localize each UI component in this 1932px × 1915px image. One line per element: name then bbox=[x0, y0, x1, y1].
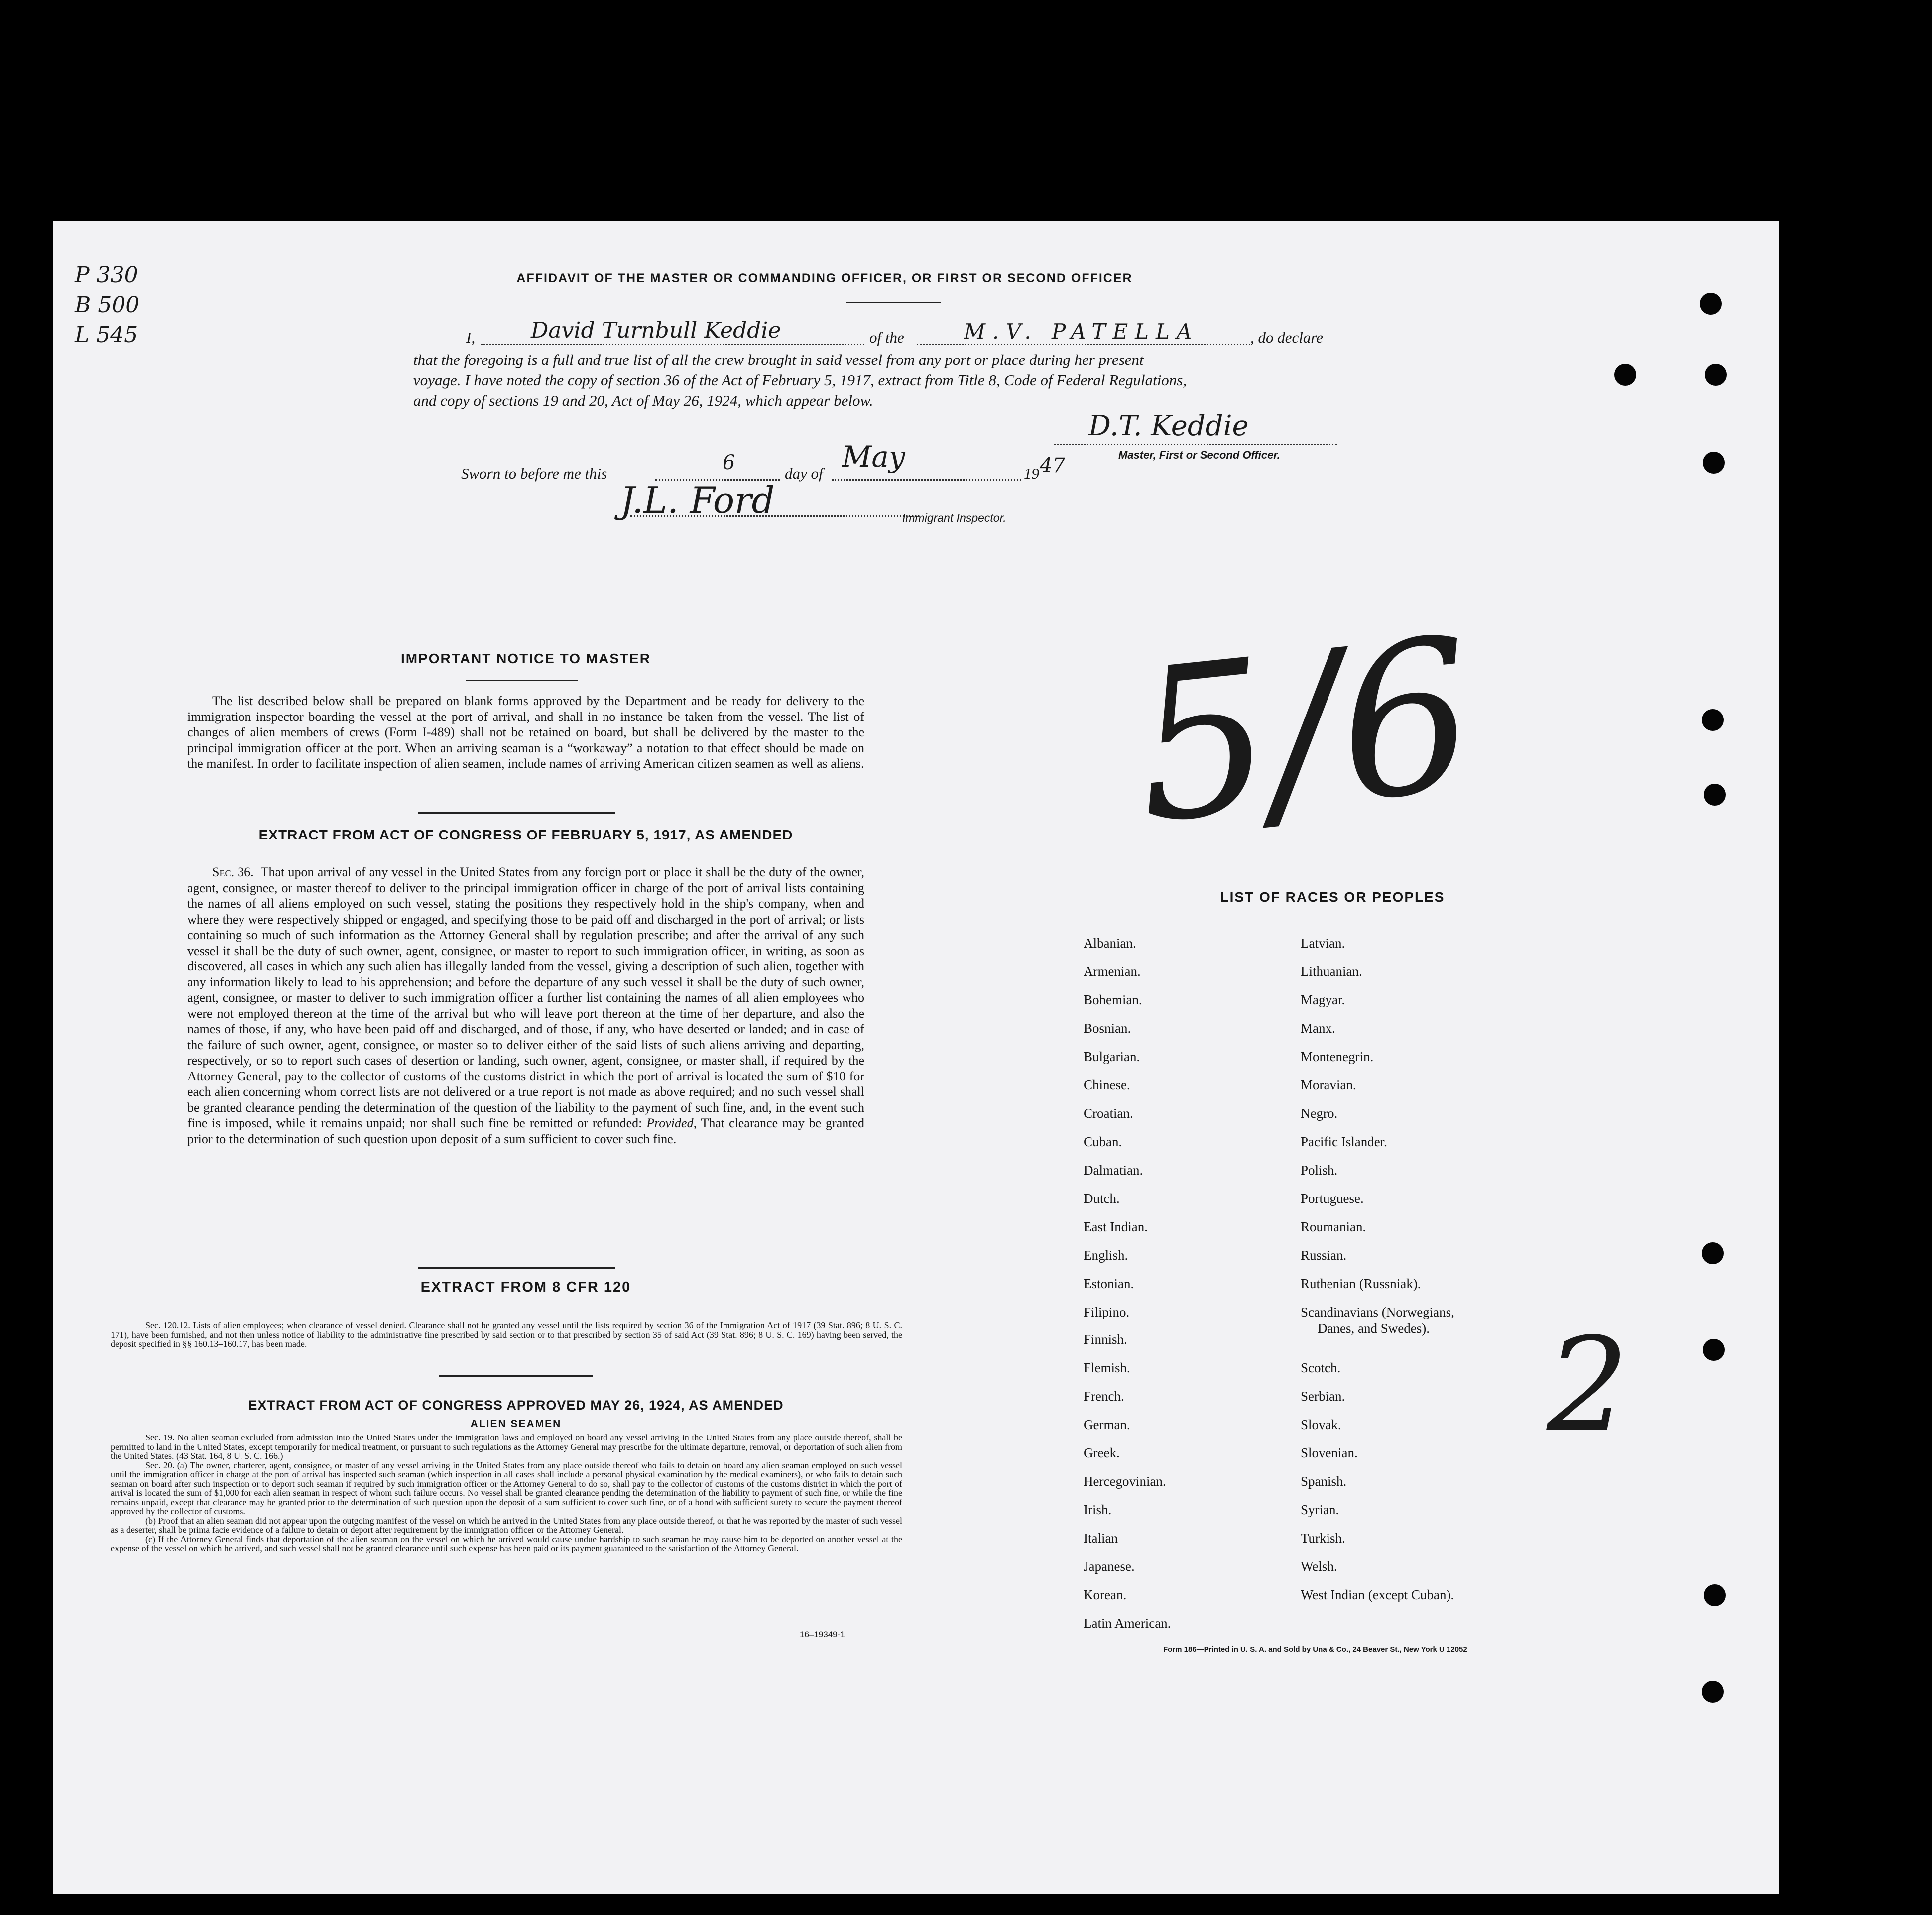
race-item: Negro. bbox=[1301, 1106, 1338, 1121]
sec-text: Lists of alien employees; when clearance of vessel denied. Clearance shall not be granted any vessel until the lists required by section 36 of the Immigration Act of 1917 (39 Stat. 896; 8 U. S. C. 171), have been furnished, and not then unless notice of liability to the administrative fine prescribed by said section or to that prescribed by section 35 of said Act (39 Stat. 896; 8 U. S. C. 169) having been served, the deposit specified in §§ 160.13–160.17, has been made. bbox=[111, 1320, 902, 1349]
race-item: Russian. bbox=[1301, 1248, 1347, 1263]
inspector-caption: Immigrant Inspector. bbox=[902, 511, 1006, 524]
race-item: English. bbox=[1084, 1248, 1128, 1263]
race-item: Slovak. bbox=[1301, 1417, 1341, 1432]
race-item: Greek. bbox=[1084, 1445, 1120, 1460]
vessel-name: M.V. PATELLA bbox=[964, 319, 1199, 344]
race-item: Turkish. bbox=[1301, 1531, 1345, 1546]
extract-1917-title: EXTRACT FROM ACT OF CONGRESS OF FEBRUARY 5, 1917, AS AMENDED bbox=[258, 827, 793, 842]
race-item: Spanish. bbox=[1301, 1474, 1347, 1489]
margin-note: L 545 bbox=[75, 322, 138, 348]
year-value: 47 bbox=[1040, 454, 1065, 477]
form-number: 16–19349-1 bbox=[800, 1630, 845, 1639]
affidavit-line3: voyage. I have noted the copy of section 36 of the Act of February 5, 1917, extract from Title 8, Code of Federal Regulations, bbox=[413, 371, 1187, 389]
race-item: Bohemian. bbox=[1084, 992, 1142, 1007]
race-item: Cuban. bbox=[1084, 1134, 1122, 1149]
race-item: Latin American. bbox=[1084, 1616, 1171, 1631]
race-item: Moravian. bbox=[1301, 1077, 1356, 1092]
race-item: Slovenian. bbox=[1301, 1445, 1358, 1460]
sec-label: Sec. 19. bbox=[145, 1433, 175, 1442]
race-item: Korean. bbox=[1084, 1587, 1127, 1602]
signature-line bbox=[1054, 444, 1337, 445]
race-item: Finnish. bbox=[1084, 1332, 1127, 1347]
affidavit-line4: and copy of sections 19 and 20, Act of May 26, 1924, which appear below. bbox=[413, 392, 873, 409]
races-title: LIST OF RACES OR PEOPLES bbox=[1220, 889, 1445, 905]
race-item: Syrian. bbox=[1301, 1502, 1339, 1517]
extract-8cfr-title: EXTRACT FROM 8 CFR 120 bbox=[420, 1279, 631, 1295]
sec-text: That clearance may be granted prior to the determination of such question upon deposit of a sum sufficient to cover such fine. bbox=[187, 1116, 864, 1146]
sec-text: (a) The owner, charterer, agent, consignee, or master of any vessel arriving in the United States from any place outside thereof who fails to detain on board any alien seaman employed on such vessel until the immigration officer in charge at the port of arrival has inspected such seaman (which inspection in all cases shall include a personal physical examination by the medical examiners), or who fails to detain such seaman on board after such inspection or to deport such seaman if required by such immigration officer or the Attorney General to do so, shall pay to the collector of customs of the customs district in which the port of arrival is located the sum of $1,000 for each alien seaman in respect of whom such failure occurs. No vessel shall be granted clearance pending the determination of the liability to payment of such fine, or while the fine remains unpaid, except that clearance may be granted prior to the determination of such question upon the deposit of a sum sufficient to cover such fine, or of a bond with sufficient surety to secure the payment thereof approved by the collector of customs. bbox=[111, 1460, 903, 1516]
punch-hole bbox=[1614, 364, 1636, 386]
sec-label: Sec. 36. bbox=[212, 865, 254, 879]
race-item: Latvian. bbox=[1301, 936, 1345, 951]
month-value: May bbox=[842, 440, 905, 474]
sec-label: Sec. 20. bbox=[145, 1460, 175, 1470]
sec-20a bbox=[111, 1461, 902, 1516]
race-item: German. bbox=[1084, 1417, 1130, 1432]
race-item: Scotch. bbox=[1301, 1360, 1341, 1375]
race-item: Dalmatian. bbox=[1084, 1163, 1143, 1178]
month-blank bbox=[832, 479, 1021, 481]
divider bbox=[418, 1267, 615, 1269]
race-item: Welsh. bbox=[1301, 1559, 1337, 1574]
race-item: French. bbox=[1084, 1389, 1124, 1404]
of-the: of the bbox=[869, 329, 904, 346]
sec-text: That upon arrival of any vessel in the United States from any foreign port or place it shall be the duty of the owner, agent, consignee, or master thereof to deliver to the principal immigration officer in charge of the port of arrival lists containing the names of all aliens employed on such vessel, stating the positions they respectively hold in the ship's company, when and where they were respectively shipped or engaged, and specifying those to be paid off and discharged in the port of arrival; or lists containing so much of such information as the Attorney General shall by regulation prescribe; and after the arrival of any such vessel it shall be the duty of such owner, agent, consignee, or master to report to such immigration officer, in writing, as soon as discovered, all cases in which any such alien has illegally landed from the vessel, giving a description of such alien, together with any information likely to lead to his apprehension; and before the departure of any such vessel it shall be the duty of such owner, agent, consignee, or master to deliver to such immigration officer a further list containing the names of all alien employees who were not employed thereon at the time of the arrival but who will leave port thereon at the time of her departure, and also the names of those, if any, who have been paid off and discharged, and of those, if any, who have deserted or landed; and in case of the failure of such owner, agent, consignee, or master so to deliver either of the said lists of such aliens arriving and departing, respectively, or so to report such cases of desertion or landing, such owner, agent, consignee, or master shall, if required by the Attorney General, pay to the collector of customs of the customs district in which the port of arrival is located the sum of $10 for each alien concerning whom correct lists are not delivered or a true report is not made as above required; and no such vessel shall be granted clearance pending the determination of the question of the liability to the payment of such fine, and, in the event such fine is imposed, while it remains unpaid; nor shall such fine be remitted or refunded: bbox=[187, 865, 864, 1130]
sec-19 bbox=[111, 1433, 902, 1461]
race-item: Estonian. bbox=[1084, 1276, 1134, 1291]
margin-note: B 500 bbox=[75, 292, 140, 318]
divider bbox=[439, 1375, 593, 1377]
vessel-blank bbox=[917, 344, 1250, 345]
sworn-prefix: Sworn to before me this bbox=[461, 465, 607, 482]
notice-text: The list described below shall be prepared on blank forms approved by the Department and be ready for delivery to the immigration inspector boarding the vessel at the port of arrival, and shall in no instance be taken from the vessel. The list of changes of alien members of crews (Form I-489) shall not be retained on board, but shall be delivered by the master to the principal immigration officer at the port. When an arriving seaman is a “workaway” a notation to that effect should be made on the manifest. In order to facilitate inspection of alien seamen, include names of arriving American citizen seamen as well as aliens. bbox=[187, 694, 864, 771]
race-item: Dutch. bbox=[1084, 1191, 1120, 1206]
race-item: Pacific Islander. bbox=[1301, 1134, 1387, 1149]
race-item: Portuguese. bbox=[1301, 1191, 1364, 1206]
sec-20c: (c) If the Attorney General finds that deportation of the alien seaman on the vessel on which he arrived would cause undue hardship to such seaman he may cause him to be deported on another vessel at the expense of the vessel on which he arrived, and such vessel shall not be granted clearance until such expense has been paid or its payment guaranteed to the satisfaction of the Attorney General. bbox=[111, 1534, 902, 1553]
form-footer: Form 186—Printed in U. S. A. and Sold by Una & Co., 24 Beaver St., New York U 12052 bbox=[1163, 1645, 1467, 1654]
divider bbox=[418, 812, 615, 814]
punch-hole bbox=[1703, 1339, 1725, 1361]
margin-notes bbox=[75, 260, 169, 350]
master-signature: D.T. Keddie bbox=[1088, 410, 1249, 442]
extract-8cfr-text bbox=[111, 1321, 902, 1349]
extract-1924-title: EXTRACT FROM ACT OF CONGRESS APPROVED MAY 26, 1924, AS AMENDED bbox=[248, 1398, 784, 1413]
punch-hole bbox=[1704, 784, 1726, 806]
day-of: day of bbox=[785, 465, 823, 482]
sec-text: No alien seaman excluded from admission into the United States under the immigration laws and employed on board any vessel arriving in the United States from any place outside thereof, shall be permitted to land in the United States, except temporarily for medical treatment, or pursuant to such regulations as the Attorney General may prescribe for the ultimate departure, removal, or deportation of such alien from the United States. (43 Stat. 164, 8 U. S. C. 166.) bbox=[111, 1433, 902, 1461]
punch-hole bbox=[1703, 452, 1725, 474]
handwritten-numbers: 5/6 bbox=[1124, 593, 1485, 870]
race-item: Serbian. bbox=[1301, 1389, 1345, 1404]
year-prefix: 19 bbox=[1024, 465, 1039, 482]
notice-title: IMPORTANT NOTICE TO MASTER bbox=[400, 651, 651, 666]
day-value: 6 bbox=[723, 451, 735, 474]
race-item: Danes, and Swedes). bbox=[1318, 1321, 1430, 1336]
inspector-signature: J.L. Ford bbox=[620, 479, 775, 521]
race-item: Manx. bbox=[1301, 1021, 1335, 1036]
extract-1917-text bbox=[187, 864, 864, 1147]
handwritten-count: 2 bbox=[1547, 1311, 1629, 1461]
affidavit-title: AFFIDAVIT OF THE MASTER OR COMMANDING OFFICER, OR FIRST OR SECOND OFFICER bbox=[516, 271, 1133, 285]
provided: Provided, bbox=[646, 1116, 697, 1130]
race-item: Ruthenian (Russniak). bbox=[1301, 1276, 1421, 1291]
line-prefix: I, bbox=[466, 329, 476, 346]
race-item: Magyar. bbox=[1301, 992, 1345, 1007]
document-page bbox=[53, 221, 1779, 1894]
punch-hole bbox=[1705, 364, 1727, 386]
affidavit-line2: that the foregoing is a full and true list of all the crew brought in said vessel from any port or place during her present bbox=[413, 351, 1144, 368]
sec-label: Sec. 120.12. bbox=[145, 1320, 190, 1330]
race-item: Japanese. bbox=[1084, 1559, 1135, 1574]
races-list bbox=[1084, 936, 1532, 1663]
race-item: Scandinavians (Norwegians, bbox=[1301, 1305, 1454, 1319]
race-item: Bulgarian. bbox=[1084, 1049, 1140, 1064]
race-item: Filipino. bbox=[1084, 1305, 1130, 1319]
extract-1924-subtitle: ALIEN SEAMEN bbox=[470, 1418, 562, 1430]
race-item: Roumanian. bbox=[1301, 1219, 1366, 1234]
race-item: Irish. bbox=[1084, 1502, 1112, 1517]
signature-caption: Master, First or Second Officer. bbox=[1118, 449, 1280, 461]
race-item: Chinese. bbox=[1084, 1077, 1130, 1092]
race-item: Flemish. bbox=[1084, 1360, 1130, 1375]
punch-hole bbox=[1702, 1242, 1724, 1264]
do-declare: , do declare bbox=[1250, 329, 1324, 346]
punch-hole bbox=[1700, 293, 1722, 315]
race-item: Lithuanian. bbox=[1301, 964, 1362, 979]
affidavit-line1 bbox=[466, 318, 1422, 350]
master-name: David Turnbull Keddie bbox=[531, 318, 781, 343]
punch-hole bbox=[1702, 709, 1724, 731]
punch-hole bbox=[1704, 1584, 1726, 1606]
extract-1924-text bbox=[111, 1433, 902, 1553]
race-item: West Indian (except Cuban). bbox=[1301, 1587, 1454, 1602]
race-item: Italian bbox=[1084, 1531, 1118, 1546]
race-item: Polish. bbox=[1301, 1163, 1338, 1178]
race-item: East Indian. bbox=[1084, 1219, 1148, 1234]
race-item: Armenian. bbox=[1084, 964, 1141, 979]
divider bbox=[846, 302, 941, 303]
race-item: Bosnian. bbox=[1084, 1021, 1131, 1036]
race-item: Hercegovinian. bbox=[1084, 1474, 1166, 1489]
race-item: Montenegrin. bbox=[1301, 1049, 1374, 1064]
punch-hole bbox=[1702, 1681, 1724, 1703]
sec-20b: (b) Proof that an alien seaman did not appear upon the outgoing manifest of the vessel on which he arrived in the United States from any place outside thereof, or that he was reported by the master of such vessel as a deserter, shall be prima facie evidence of a failure to detain or deport after requirement by the immigration officer or the Attorney General. bbox=[111, 1515, 902, 1535]
divider bbox=[466, 680, 578, 681]
race-item: Albanian. bbox=[1084, 936, 1136, 951]
margin-note: P 330 bbox=[75, 262, 138, 288]
name-blank bbox=[481, 344, 864, 345]
race-item: Croatian. bbox=[1084, 1106, 1133, 1121]
